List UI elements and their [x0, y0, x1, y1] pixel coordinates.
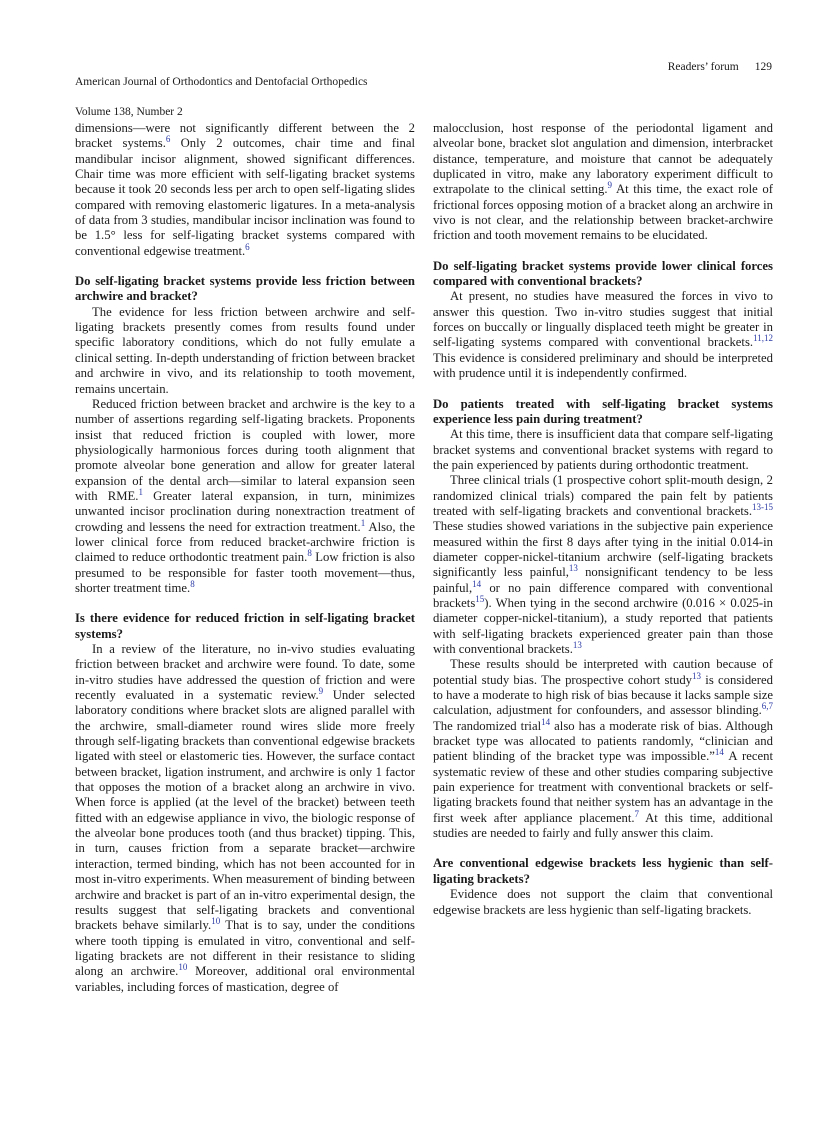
citation-link[interactable]: 11,12 — [753, 333, 773, 344]
article-body — [75, 121, 773, 995]
question-heading: Are conventional edgewise brackets less hygienic than self-ligating brackets? — [433, 856, 773, 886]
citation-link[interactable]: 9 — [318, 685, 324, 696]
question-heading: Do self-ligating bracket systems provide lower clinical forces compared with conventional brackets? — [433, 258, 773, 289]
citation-link[interactable]: 10 — [178, 961, 188, 972]
header-right — [668, 60, 772, 75]
citation-link[interactable]: 10 — [211, 915, 221, 926]
citation-link[interactable]: 8 — [190, 578, 195, 589]
question-heading: Do self-ligating bracket systems provide less friction between archwire and bracket? — [75, 274, 415, 304]
citation-link[interactable]: 8 — [307, 548, 312, 559]
journal-volume: Volume 138, Number 2 — [75, 106, 183, 118]
body-paragraph: These results should be interpreted with caution because of potential study bias. The prospective cohort study$^{13}$ is considered to have a moderate to high risk of bias because it lacks sample size calculation, adjustment for confounders, and assessor blinding.$^{6,7}$ The randomized trial$^{14}$ also has a moderate risk of bias. Although bracket type was allocated to patients randomly, “clinician and patient blinding of the bracket type was impossible.”$^{14}$ A recent systematic review of these and other studies comparing subjective pain experience for treatment with conventional brackets or self-ligating brackets found that neither system has an advantage in the first week after appliance placement.$^7$ At this time, additional studies are needed to fairly and fully answer this claim. — [433, 657, 774, 841]
question-heading: Is there evidence for reduced friction in self-ligating bracket systems? — [75, 611, 415, 641]
citation-link[interactable]: 6 — [165, 134, 171, 145]
body-paragraph: The evidence for less friction between archwire and self-ligating brackets presently comes from results found under specific laboratory conditions, which do not fully emulate a clinical setting. In-depth understanding of friction between bracket and archwire in vivo, and its relationship to tooth movement, remains uncertain. — [75, 304, 415, 396]
body-paragraph: malocclusion, host response of the periodontal ligament and alveolar bone, bracket slot angulation and dimension, interbracket distance, temperature, and moisture that cannot be adequately duplicated in vitro, make any laboratory experiment difficult to extrapolate to the clinical setting.$^9$ At this time, the exact role of frictional forces opposing motion of a bracket along an archwire in vivo is not clear, and the relationship between bracket-archwire friction and tooth movement remains to be elucidated. — [433, 121, 773, 243]
citation-link[interactable]: 6,7 — [761, 701, 773, 712]
body-paragraph: dimensions—were not significantly different between the 2 bracket systems.$^6$ Only 2 outcomes, chair time and final mandibular incisor alignment, showed significant differences. Chair time was more efficient with self-ligating bracket systems because it took 20 seconds less per arch to open self-ligating slides compared with removing elastomeric ligatures. In a meta-analysis of data from 3 studies, mandibular incisor inclination was found to be 1.5° less for self-ligating bracket systems compared with conventional edgewise treatment.$^6$ — [75, 121, 415, 258]
body-paragraph: In a review of the literature, no in-vivo studies evaluating friction between bracket and archwire were found. To date, some in-vitro studies have addressed the question of friction and were recently evaluated in a systematic review.$^9$ Under selected laboratory conditions where bracket slots are aligned parallel with the archwire, small-diameter round wires slide more freely through self-ligating brackets than conventional edgewise brackets ligated with steel or elastomeric ties. However, the surface contact between bracket, ligation instrument, and archwire is only 1 factor that opposes the motion of a bracket along an archwire in vivo. When force is applied (at the level of the bracket) between teeth fitted with an edgewise appliance in vivo, the biologic response of the alveolar bone produces tooth (and thus bracket) tipping. This, in turn, causes friction from a separate bracket—archwire interaction, termed binding, which has not been accounted for in most in-vitro experiments. When measurement of binding between archwire and bracket is part of an in-vitro experimental design, the results suggest that self-ligating brackets and conventional brackets behave similarly.$^{10}$ That is to say, under the conditions where tooth tipping is emulated in vitro, conventional and self-ligating brackets are not different in their resistance to sliding along an archwire.$^{10}$ Moreover, additional oral environmental variables, including forces of mastication, degree of — [75, 642, 415, 994]
citation-link[interactable]: 1 — [360, 517, 366, 528]
citation-link[interactable]: 13 — [692, 670, 702, 681]
citation-link[interactable]: 13 — [572, 639, 582, 650]
body-paragraph: Reduced friction between bracket and archwire is the key to a number of assertions regarding self-ligating brackets. Proponents insist that reduced friction is coupled with lower, more physiologically harmonious forces during tooth alignment that promote alveolar bone generation and allow for greater lateral expansion of the dental arch—similar to lateral expansion seen with RME.$^1$ Greater lateral expansion, in turn, minimizes unwanted incisor proclination during nonextraction treatment of crowding and lessens the need for extraction treatment.$^1$ Also, the lower clinical force from reduced bracket-archwire friction is claimed to reduce orthodontic treatment pain.$^8$ Low friction is also presumed to be responsible for faster tooth movement—thus, shorter treatment time.$^8$ — [75, 396, 415, 595]
citation-link[interactable]: 13-15 — [752, 501, 773, 512]
citation-link[interactable]: 15 — [475, 593, 485, 604]
citation-link[interactable]: 1 — [138, 486, 143, 497]
citation-link[interactable]: 9 — [607, 180, 613, 191]
question-heading: Do patients treated with self-ligating bracket systems experience less pain during treatment? — [433, 396, 773, 426]
section-label: Readers’ forum — [667, 61, 739, 73]
citation-link[interactable]: 14 — [714, 747, 724, 758]
body-paragraph: Three clinical trials (1 prospective cohort split-mouth design, 2 randomized clinical trials) compared the pain felt by patients treated with self-ligating brackets and conventional brackets.$^{13-15}$ These studies showed variations in the subjective pain experience measured within the first 8 days after tying in the initial 0.014-in diameter copper-nickel-titanium archwire (self-ligating brackets significantly less painful,$^{13}$ nonsignificant tendency to be less painful,$^{14}$ or no pain difference compared with conventional brackets$^{15}$). When tying in the second archwire (0.016 × 0.025-in diameter copper-nickel-titanium), a study reported that patients with self-ligating brackets experienced greater pain than those with conventional brackets.$^{13}$ — [433, 473, 773, 656]
journal-title: American Journal of Orthodontics and Dentofacial Orthopedics — [75, 76, 368, 88]
left-column — [75, 121, 415, 995]
citation-link[interactable]: 14 — [472, 578, 482, 589]
page-number: 129 — [754, 61, 772, 73]
body-paragraph: At this time, there is insufficient data that compare self-ligating bracket systems and conventional bracket systems with regard to the pain experienced by patients during orthodontic treatment. — [433, 427, 773, 472]
body-paragraph: At present, no studies have measured the forces in vivo to answer this question. Two in-vitro studies suggest that initial forces on buccally or lingually displaced teeth might be greater in self-ligating systems compared with conventional brackets.$^{11,12}$ This evidence is considered preliminary and should be interpreted with prudence until it is independently confirmed. — [433, 289, 773, 381]
right-column — [433, 121, 773, 995]
citation-link[interactable]: 13 — [568, 563, 578, 574]
body-paragraph: Evidence does not support the claim that conventional edgewise brackets are less hygienic than self-ligating brackets. — [433, 887, 773, 917]
citation-link[interactable]: 14 — [541, 716, 551, 727]
citation-link[interactable]: 7 — [634, 808, 640, 819]
citation-link[interactable]: 6 — [245, 241, 250, 252]
